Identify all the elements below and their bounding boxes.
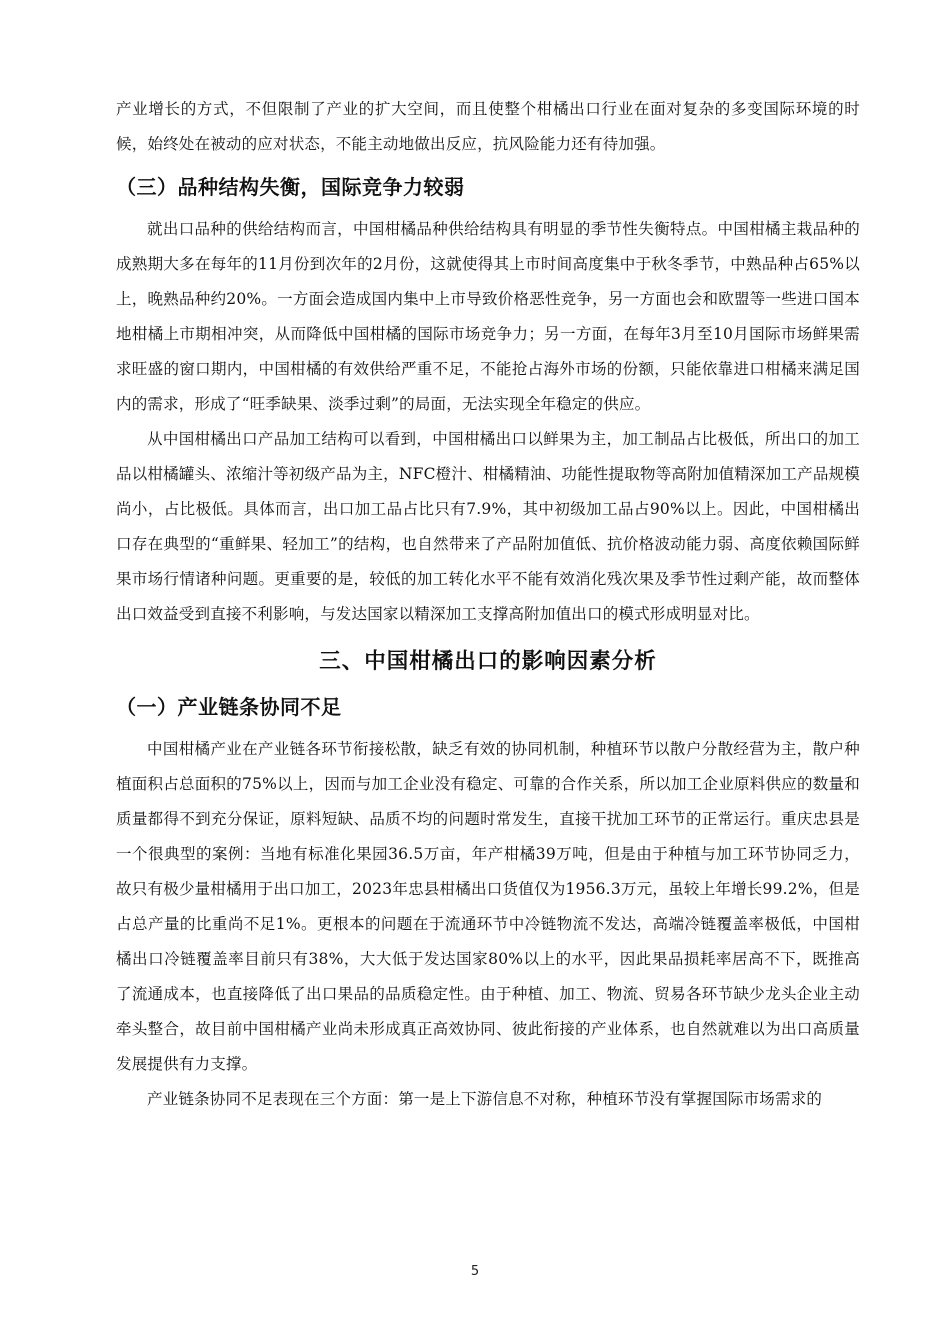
section-title: 三、中国柑橘出口的影响因素分析 <box>319 649 657 674</box>
paragraph-supply-structure: 就出口品种的供给结构而言，中国柑橘品种供给结构具有明显的季节性失衡特点。中国柑橘主栽品种的成熟期大多在每年的11月份到次年的2月份，这就使得其上市时间高度集中于秋冬季节，中熟品种占65%以上，晚熟品种约20%。一方面会造成国内集中上市导致价格恶性竞争，另一方面也会和欧盟等一些进口国本地柑橘上市期相冲突，从而降低中国柑橘的国际市场竞争力；另一方面，在每年3月至10月国际市场鲜果需求旺盛的窗口期内，中国柑橘的有效供给严重不足，不能抢占海外市场的份额，只能依靠进口柑橘来满足国内的需求，形成了“旺季缺果、淡季过剩”的局面，无法实现全年稳定的供应。 <box>116 220 860 413</box>
page-content <box>116 92 860 1117</box>
subheading-industry-chain: （一）产业链条协同不足 <box>116 695 342 719</box>
subheading-variety-structure: （三）品种结构失衡，国际竞争力较弱 <box>116 175 465 199</box>
paragraph-industry-chain: 中国柑橘产业在产业链各环节衔接松散，缺乏有效的协同机制，种植环节以散户分散经营为主，散户种植面积占总面积的75%以上，因而与加工企业没有稳定、可靠的合作关系，所以加工企业原料供应的数量和质量都得不到充分保证，原料短缺、品质不均的问题时常发生，直接干扰加工环节的正常运行。重庆忠县是一个很典型的案例：当地有标准化果园36.5万亩，年产柑橘39万吨，但是由于种植与加工环节协同乏力，故只有极少量柑橘用于出口加工，2023年忠县柑橘出口货值仅为1956.3万元，虽较上年增长99.2%，但是占总产量的比重尚不足1%。更根本的问题在于流通环节中冷链物流不发达，高端冷链覆盖率极低，中国柑橘出口冷链覆盖率目前只有38%，大大低于发达国家80%以上的水平，因此果品损耗率居高不下，既推高了流通成本，也直接降低了出口果品的品质稳定性。由于种植、加工、物流、贸易各环节缺少龙头企业主动牵头整合，故目前中国柑橘产业尚未形成真正高效协同、彼此衔接的产业体系，也自然就难以为出口高质量发展提供有力支撑。 <box>116 740 860 1073</box>
paragraph-processing-structure: 从中国柑橘出口产品加工结构可以看到，中国柑橘出口以鲜果为主，加工制品占比极低，所出口的加工品以柑橘罐头、浓缩汁等初级产品为主，NFC橙汁、柑橘精油、功能性提取物等高附加值精深加工产品规模尚小，占比极低。具体而言，出口加工品占比只有7.9%，其中初级加工品占90%以上。因此，中国柑橘出口存在典型的“重鲜果、轻加工”的结构，也自然带来了产品附加值低、抗价格波动能力弱、高度依赖国际鲜果市场行情诸种问题。更重要的是，较低的加工转化水平不能有效消化残次果及季节性过剩产能，故而整体出口效益受到直接不利影响，与发达国家以精深加工支撑高附加值出口的模式形成明显对比。 <box>116 430 860 623</box>
paragraph-intro: 产业增长的方式，不但限制了产业的扩大空间，而且使整个柑橘出口行业在面对复杂的多变国际环境的时候，始终处在被动的应对状态，不能主动地做出反应，抗风险能力还有待加强。 <box>116 100 860 153</box>
page-number: 5 <box>470 1264 480 1279</box>
paragraph-chain-aspects: 产业链条协同不足表现在三个方面：第一是上下游信息不对称，种植环节没有掌握国际市场需求的 <box>147 1090 823 1108</box>
